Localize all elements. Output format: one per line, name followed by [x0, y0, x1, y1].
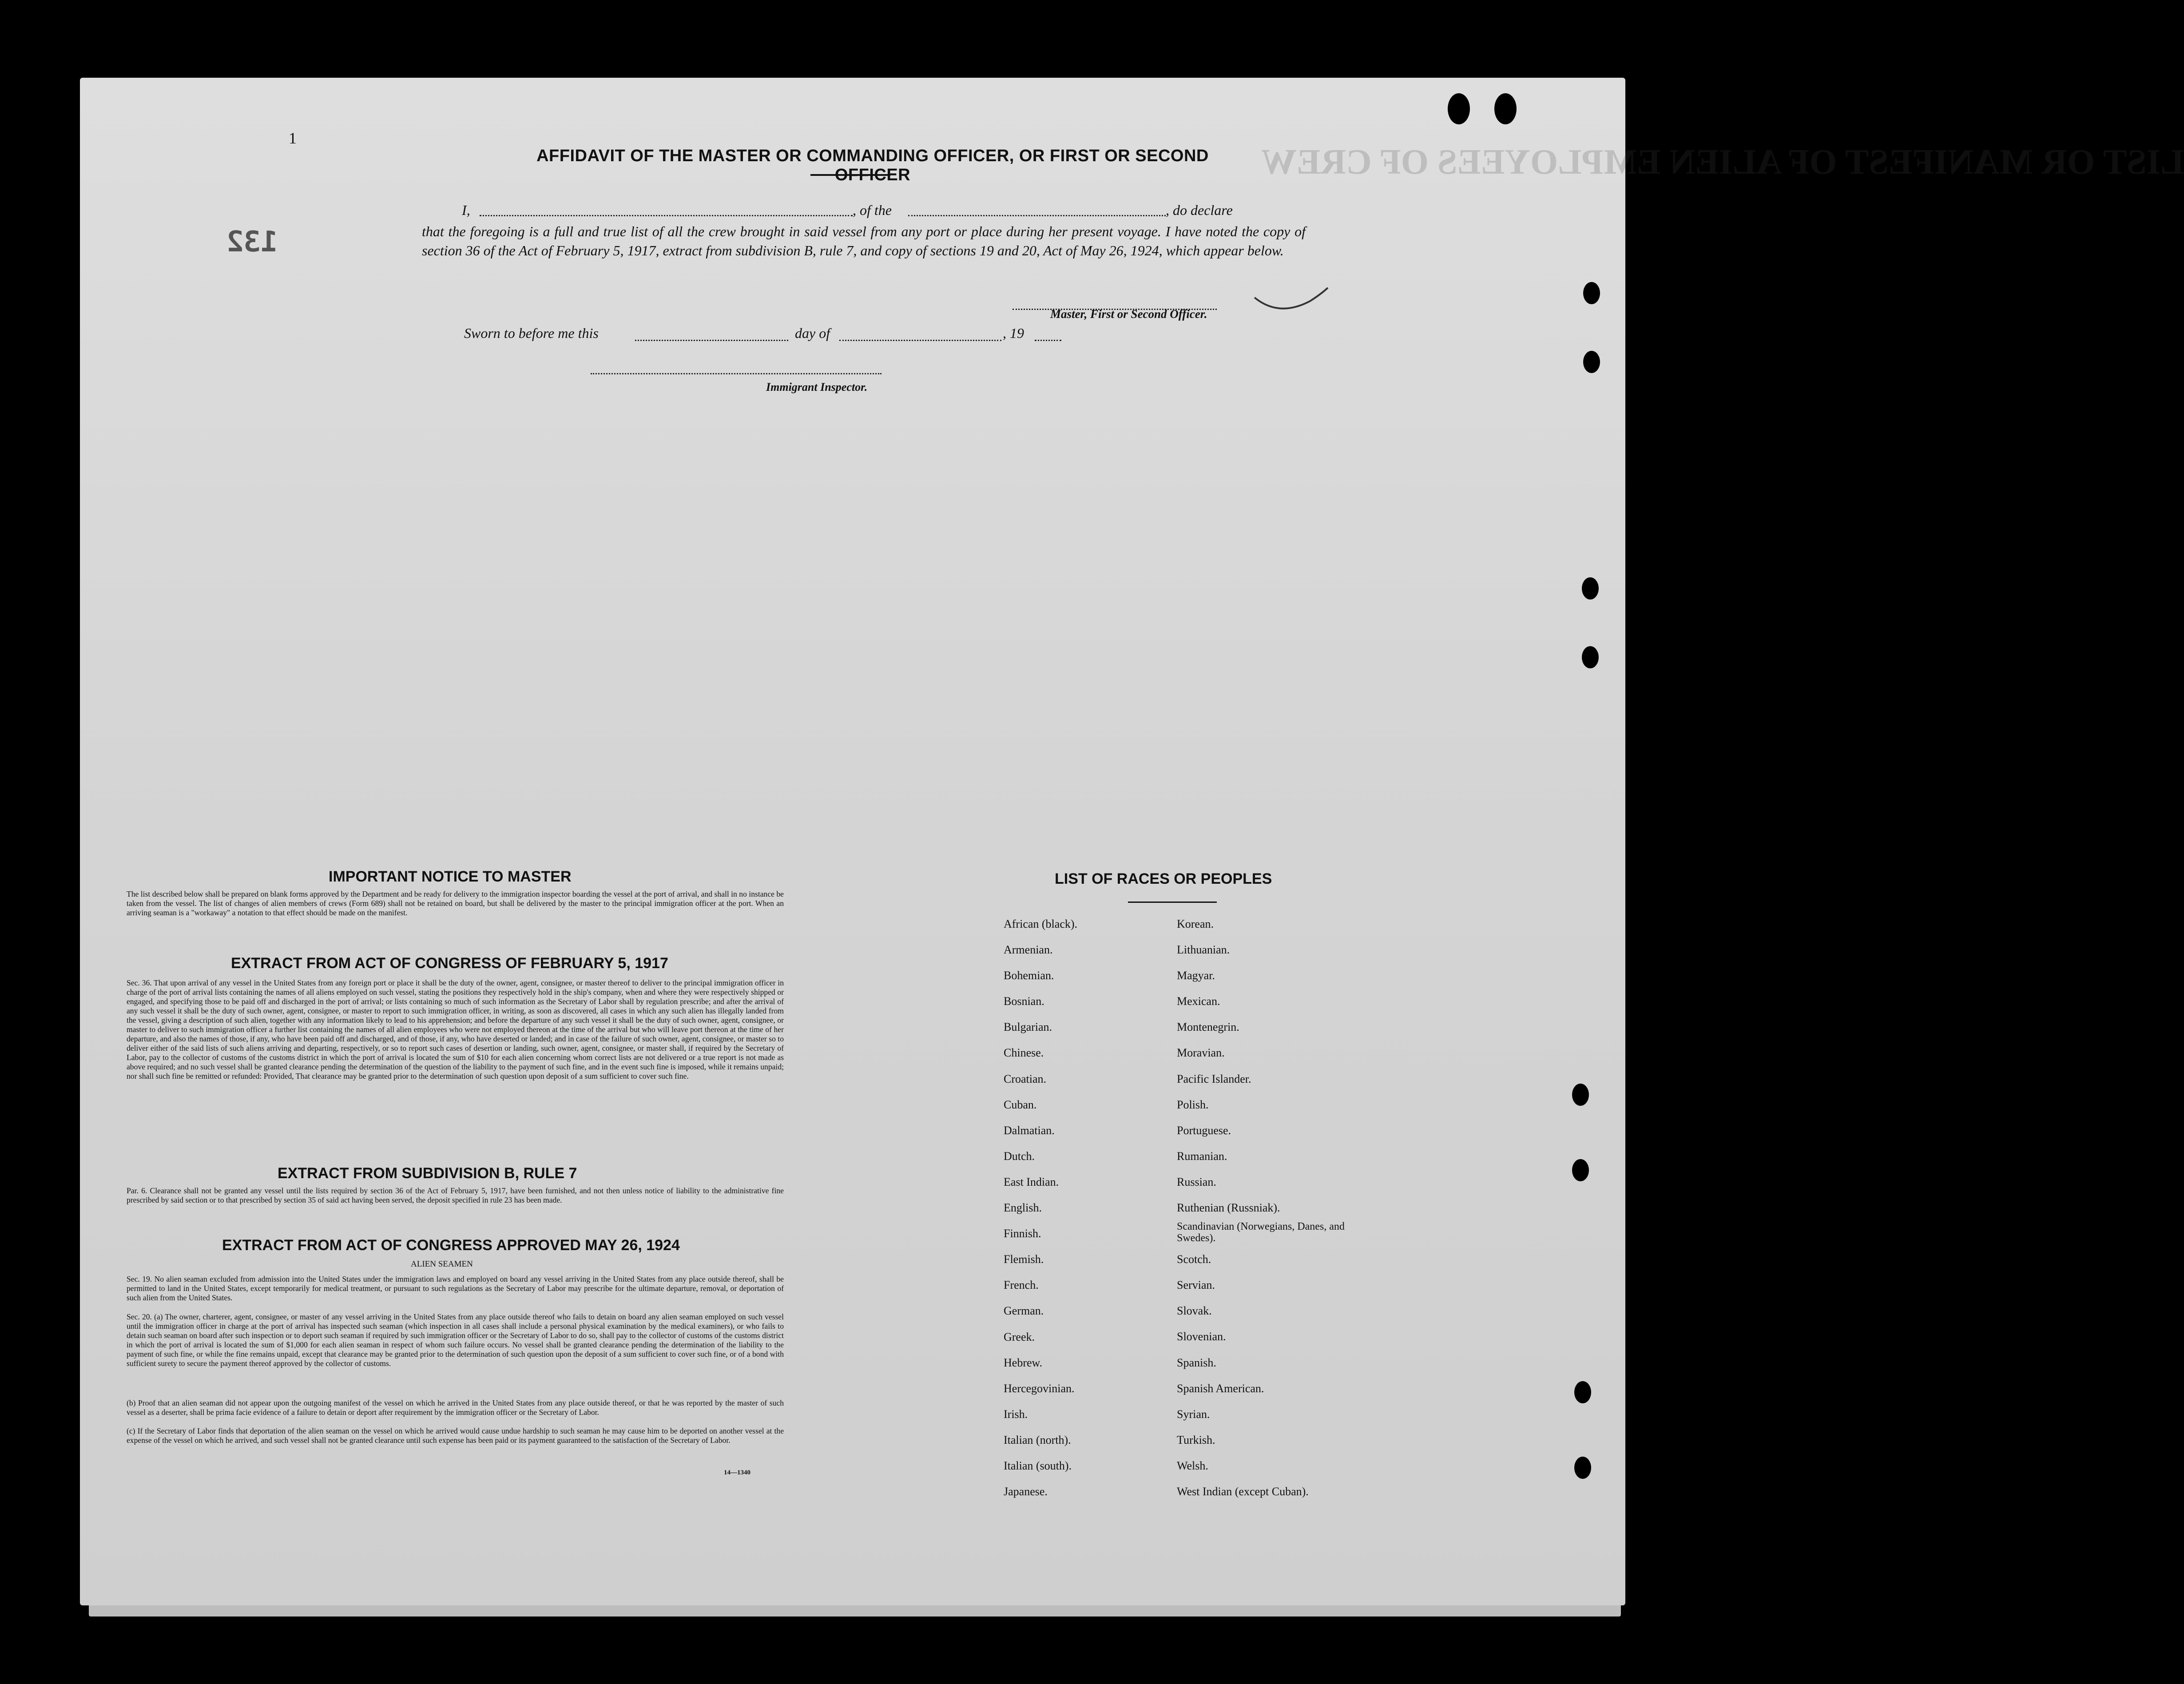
- race-item: Dalmatian.: [1004, 1124, 1055, 1137]
- do-declare-label: , do declare: [1166, 202, 1233, 218]
- race-item: East Indian.: [1004, 1175, 1059, 1188]
- race-item: Japanese.: [1004, 1485, 1048, 1498]
- race-item: Bulgarian.: [1004, 1021, 1052, 1034]
- race-item: Irish.: [1004, 1407, 1028, 1421]
- year-label: , 19: [1003, 325, 1024, 341]
- extract-rule7-body: Par. 6. Clearance shall not be granted any vessel until the lists required by section 36 of the Act of February 5, 1917, have been furnished, and not then unless notice of liability to the administrative fine prescribed by said section or to that prescribed by section 35 of said act having been served, the deposit specified in rule 23 has been made.: [127, 1186, 784, 1204]
- master-label: Master, First or Second Officer.: [1050, 307, 1207, 321]
- extract-1917-body: Sec. 36. That upon arrival of any vessel in the United States from any foreign port or place it shall be the duty of the owner, agent, consignee, or master thereof to deliver to the principal immigration officer in charge of the port of arrival lists containing the names of all aliens employed on such vessel, stating the positions they respectively hold in the ship's company, when and where they were respectively shipped or engaged, and specifying those to be paid off and discharged in the port of arrival; or lists containing so much of such information as the Secretary of Labor shall by regulation prescribe; and after the arrival of any such vessel it shall be the duty of such owner, agent, consignee, or master to report to such immigration officer, in writing, as soon as discovered, all cases in which any such alien has illegally landed from the vessel, giving a description of such alien, together with any information likely to lead to his apprehension; and before the departure of any such vessel it shall be the duty of such owner, agent, consignee, or master to deliver to such immigration officer a further list containing the names of all alien employees who were not employed thereon at the time of the arrival but who will leave port thereon at the time of her departure, and also the names of those, if any, who have been paid off and discharged, and of those, if any, who have deserted or landed; and in case of the failure of such owner, agent, consignee, or master so to deliver either of the said lists of such aliens arriving and departing, respectively, or so to report such cases of desertion or landing, such owner, agent, consignee, or master shall, if required by the Secretary of Labor, pay to the collector of customs of the customs district in which the port of arrival is located the sum of $10 for each alien concerning whom correct lists are not delivered or a true report is not made as above required; and no such vessel shall be granted clearance pending the determination of the question of the liability to the payment of such fine, and in the event such fine is imposed, while it remains unpaid; nor shall such fine be remitted or refunded: Provided, That clearance may be granted prior to the determination of such question upon deposit of a sum sufficient to cover such fine.: [127, 978, 784, 1080]
- race-item: Italian (north).: [1004, 1433, 1071, 1446]
- binder-hole: [1574, 1457, 1591, 1479]
- race-item: Mexican.: [1177, 995, 1220, 1008]
- inspector-signature-line[interactable]: [591, 373, 882, 374]
- alien-seamen-subtitle: ALIEN SEAMEN: [411, 1259, 473, 1269]
- affidavit-paragraph: that the foregoing is a full and true list of all the crew brought in said vessel from any port or place during her present voyage. I have noted the copy of section 36 of the Act of February 5, 1917, extract from subdivision B, rule 7, and copy of sections 19 and 20, Act of May 26, 1924, which appear below.: [422, 223, 1306, 258]
- binder-hole: [1572, 1159, 1589, 1181]
- section-20b-text: (b) Proof that an alien seaman did not appear upon the outgoing manifest of the vessel on which he arrived in the United States from any place outside thereof, or that he was reported by the master of such vessel as a deserter, shall be prima facie evidence of a failure to detain or deport after requirement by the immigration officer or the Secretary of Labor.: [127, 1398, 784, 1417]
- races-title: LIST OF RACES OR PEOPLES: [1055, 870, 1272, 887]
- race-item: Moravian.: [1177, 1046, 1225, 1060]
- sworn-year-blank[interactable]: [1035, 340, 1061, 341]
- extract-rule7-title: EXTRACT FROM SUBDIVISION B, RULE 7: [278, 1165, 577, 1182]
- race-item: Croatian.: [1004, 1072, 1047, 1085]
- races-right-column: [1177, 911, 1346, 1505]
- race-item: Chinese.: [1004, 1046, 1044, 1060]
- race-item: Pacific Islander.: [1177, 1072, 1251, 1085]
- race-item: Korean.: [1177, 917, 1214, 930]
- race-item: Scotch.: [1177, 1253, 1211, 1266]
- race-item: African (black).: [1004, 917, 1078, 930]
- section-20c-text: (c) If the Secretary of Labor finds that deportation of the alien seaman on the vessel on which he arrived would cause undue hardship to such seaman he may cause him to be deported on another vessel at the expense of the vessel on which he arrived, and such vessel shall not be granted clearance until such expense has been paid or its payment guaranteed to the satisfaction of the Secretary of Labor.: [127, 1426, 784, 1445]
- race-item: Spanish American.: [1177, 1382, 1264, 1395]
- binder-hole: [1572, 1084, 1589, 1106]
- race-item: English.: [1004, 1201, 1042, 1215]
- race-item: Finnish.: [1004, 1227, 1041, 1240]
- inspector-label: Immigrant Inspector.: [766, 381, 868, 393]
- race-item: Portuguese.: [1177, 1124, 1231, 1137]
- race-item: Hercegovinian.: [1004, 1382, 1075, 1395]
- day-of-label: day of: [795, 325, 830, 341]
- section-19-text: Sec. 19. No alien seaman excluded from admission into the United States under the immigration laws and employed on board any vessel arriving in the United States from any place outside thereof, shall be permitted to land in the United States, except temporarily for medical treatment, or pursuant to such regulations as the Secretary of Labor may prescribe for the ultimate departure, removal, or deportation of such alien from the United States.: [127, 1275, 784, 1302]
- race-item: Russian.: [1177, 1175, 1216, 1188]
- race-item: Spanish.: [1177, 1356, 1216, 1369]
- bleed-through-heading: LIST OR MANIFEST OF ALIEN EMPLOYEES OF CREW: [1261, 143, 2184, 182]
- race-item: Armenian.: [1004, 943, 1053, 957]
- race-item: Dutch.: [1004, 1149, 1035, 1163]
- sworn-month-blank[interactable]: [839, 340, 1001, 341]
- race-item: Italian (south).: [1004, 1459, 1072, 1472]
- race-item: Lithuanian.: [1177, 943, 1230, 957]
- race-item: West Indian (except Cuban).: [1177, 1485, 1309, 1498]
- affidavit-title: AFFIDAVIT OF THE MASTER OR COMMANDING OFFICER, OR FIRST OR SECOND OFFICER: [536, 147, 1209, 184]
- race-item: Servian.: [1177, 1279, 1215, 1292]
- signature-mark: [1252, 284, 1332, 315]
- extract-1924-title: EXTRACT FROM ACT OF CONGRESS APPROVED MAY 26, 1924: [222, 1237, 680, 1254]
- binder-hole: [1583, 282, 1600, 304]
- sworn-day-blank[interactable]: [635, 340, 788, 341]
- stamped-number: 132: [226, 226, 278, 258]
- race-item: Montenegrin.: [1177, 1021, 1239, 1034]
- race-item: Magyar.: [1177, 969, 1215, 982]
- of-the-label: , of the: [853, 202, 892, 218]
- race-item: Bohemian.: [1004, 969, 1054, 982]
- title-divider: [810, 174, 890, 176]
- extract-1917-title: EXTRACT FROM ACT OF CONGRESS OF FEBRUARY 5, 1917: [231, 955, 668, 972]
- binder-hole: [1582, 646, 1599, 668]
- binder-hole: [1494, 93, 1517, 124]
- binder-hole: [1448, 93, 1470, 124]
- races-left-column: [1004, 911, 1077, 1505]
- section-20a-text: Sec. 20. (a) The owner, charterer, agent, consignee, or master of any vessel arriving in the United States from any place outside thereof who fails to detain on board any alien seaman employed on such vessel until the immigration officer in charge at the port of arrival has inspected such seaman (which inspection in all cases shall include a personal physical examination by the medical examiners), or who fails to detain such seaman on board after such inspection or to deport such seaman if required by such immigration officer or the Secretary of Labor to do so, shall pay to the collector of customs of the customs district in which the port of arrival is located the sum of $1,000 for each alien seaman in respect of whom such failure occurs. No vessel shall be granted clearance pending the determination of the liability to the payment of such fine, or while the fine remains unpaid, except that clearance may be granted prior to the determination of such question upon the deposit of a sum sufficient to cover such fine, or of a bond with sufficient surety to secure the payment thereof approved by the collector of customs.: [127, 1312, 784, 1368]
- race-item: Slovak.: [1177, 1304, 1212, 1318]
- race-item: French.: [1004, 1279, 1039, 1292]
- sworn-label: Sworn to before me this: [464, 325, 599, 341]
- race-item: Hebrew.: [1004, 1356, 1043, 1369]
- race-item: Greek.: [1004, 1330, 1035, 1343]
- name-blank[interactable]: [480, 215, 853, 216]
- binder-hole: [1582, 577, 1599, 600]
- race-item: German.: [1004, 1304, 1044, 1318]
- race-item: Syrian.: [1177, 1407, 1210, 1421]
- race-item: Cuban.: [1004, 1098, 1037, 1111]
- races-divider: [1128, 902, 1217, 903]
- binder-hole: [1583, 351, 1600, 373]
- race-item: Rumanian.: [1177, 1149, 1227, 1163]
- race-item: Polish.: [1177, 1098, 1209, 1111]
- form-number: 14—1340: [724, 1469, 751, 1476]
- race-item: Turkish.: [1177, 1433, 1215, 1446]
- race-item: Flemish.: [1004, 1253, 1044, 1266]
- document-page: [80, 78, 1625, 1605]
- vessel-blank[interactable]: [908, 215, 1166, 216]
- binder-hole: [1574, 1381, 1591, 1403]
- race-item: Ruthenian (Russniak).: [1177, 1201, 1280, 1215]
- page-number: 1: [289, 129, 297, 147]
- race-item: Scandinavian (Norwegians, Danes, and Swedes).: [1177, 1221, 1345, 1244]
- affidavit-i-label: I,: [462, 202, 470, 218]
- race-item: Welsh.: [1177, 1459, 1208, 1472]
- notice-body: The list described below shall be prepared on blank forms approved by the Department and be ready for delivery to the immigration inspector boarding the vessel at the port of arrival, and shall in no instance be taken from the vessel. The list of changes of alien members of crews (Form 689) shall not be retained on board, but shall be delivered by the master to the principal immigration officer at the port. When an arriving seaman is a "workaway" a notation to that effect should be made on the manifest.: [127, 890, 784, 917]
- race-item: Slovenian.: [1177, 1330, 1226, 1343]
- notice-title: IMPORTANT NOTICE TO MASTER: [329, 868, 572, 885]
- race-item: Bosnian.: [1004, 995, 1044, 1008]
